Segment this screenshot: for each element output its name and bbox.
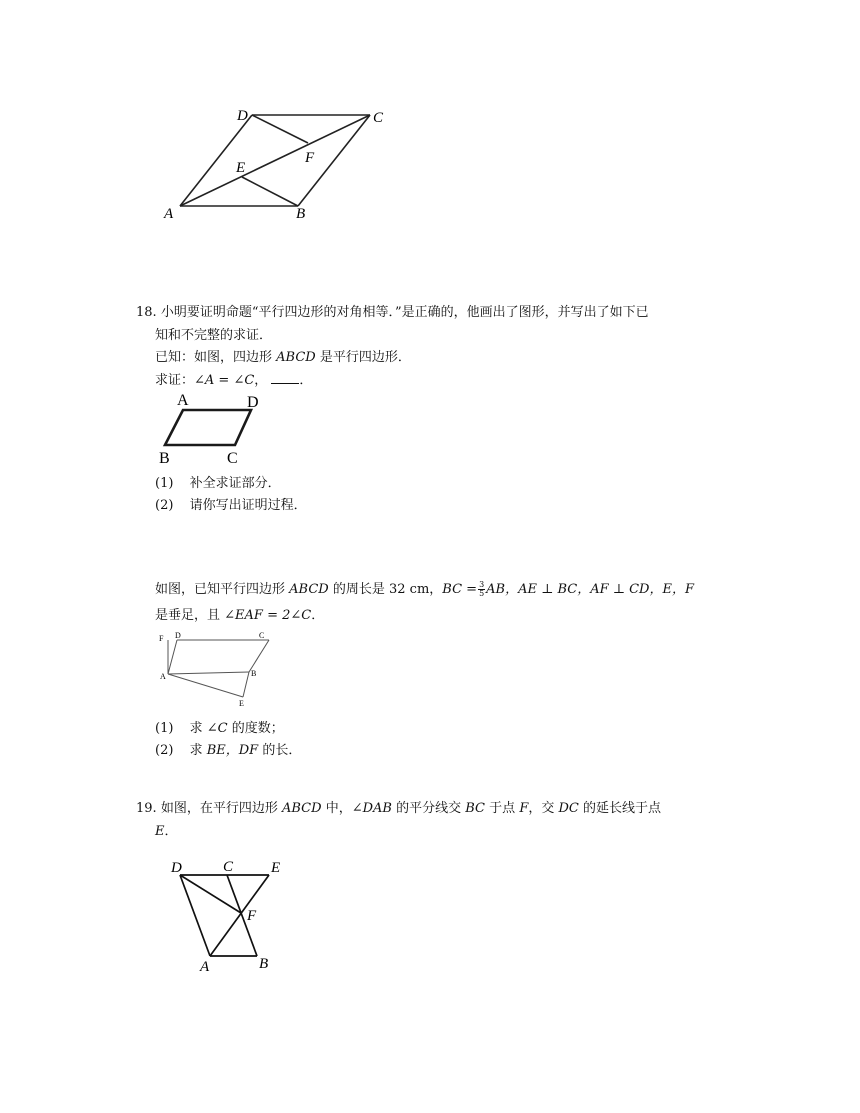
qmid-part-1-a: 求: [189, 721, 203, 736]
q19-text-d: 于点: [489, 801, 516, 816]
q18-given-math: ABCD: [276, 350, 316, 365]
q19-line-1: [136, 797, 661, 816]
fig3-label-b: B: [251, 669, 257, 678]
q19-text-c: 的平分线交: [396, 801, 462, 816]
fig4-label-c: C: [223, 859, 234, 875]
fig4-label-f: F: [247, 908, 257, 924]
figure-parallelogram-abcd: [155, 390, 275, 466]
fig3-label-e: E: [239, 699, 244, 708]
q18-prove-math: ∠A = ∠C: [194, 373, 255, 388]
q18-part-1-num: (1): [155, 476, 174, 491]
q19-math-5: DC: [558, 801, 579, 816]
fig4-label-e: E: [271, 860, 281, 876]
fig1-label-b: B: [296, 206, 306, 222]
q18-answer-blank[interactable]: [271, 371, 299, 384]
figure-parallelogram-perpendiculars: [155, 628, 275, 710]
fig2-label-c: C: [227, 450, 238, 466]
q19-number: 19.: [136, 801, 157, 816]
q19-math-4: F: [519, 801, 529, 816]
fig1-label-d: D: [237, 108, 248, 124]
fig3-label-d: D: [175, 631, 181, 640]
qmid-part-2-b: 的长．: [262, 743, 302, 758]
fig1-label-c: C: [373, 110, 384, 126]
q19-math-1: ABCD: [281, 801, 322, 816]
qmid-part-2-a: 求: [189, 743, 203, 758]
q18-part-2-text: 请你写出证明过程．: [189, 498, 307, 513]
fig3-label-a: A: [160, 672, 166, 681]
qmid-frac-num: 3: [479, 580, 485, 589]
q19-text-e: ，交: [528, 801, 555, 816]
qmid-line-2-end: ．: [311, 608, 325, 623]
q18-part-1: [155, 472, 281, 491]
q18-prove-sep: ，: [254, 373, 268, 388]
q19-text-b: 中，: [325, 801, 352, 816]
qmid-bc-eq: BC =: [442, 582, 478, 597]
q19-math-2: ∠DAB: [351, 801, 392, 816]
q18-part-1-text: 补全求证部分．: [189, 476, 281, 491]
qmid-text-2: 是垂足，且: [155, 608, 221, 623]
fig3-label-c: C: [259, 631, 265, 640]
q18-text-2: 知和不完整的求证．: [155, 328, 273, 343]
qmid-math-angle: ∠EAF = 2∠C: [224, 608, 312, 623]
q18-number: 18.: [136, 305, 157, 320]
qmid-part-2-math: BE，DF: [206, 743, 259, 758]
fig2-label-b: B: [159, 450, 170, 466]
qmid-line-2: [155, 604, 324, 623]
qmid-part-2-num: (2): [155, 743, 174, 758]
qmid-math-abcd: ABCD: [289, 582, 329, 597]
qmid-part-1-num: (1): [155, 721, 174, 736]
qmid-frac-den: 5: [479, 589, 485, 598]
q18-text-1: 小明要证明命题“平行四边形的对角相等．”是正确的，他画出了图形，并写出了如下已: [160, 305, 649, 320]
q18-prove-end: ．: [299, 373, 313, 388]
fig1-label-f: F: [305, 150, 315, 166]
figure-angle-bisector: [165, 852, 295, 977]
fig4-label-d: D: [171, 860, 182, 876]
q19-line-2: [155, 820, 178, 839]
fig2-label-d: D: [247, 394, 259, 411]
fig2-label-a: A: [177, 392, 189, 409]
qmid-fraction: [478, 581, 485, 598]
q19-text-a: 如图，在平行四边形: [160, 801, 278, 816]
fig1-label-a: A: [164, 206, 174, 222]
q18-prove-prefix: 求证：: [155, 373, 195, 388]
q18-part-2-num: (2): [155, 498, 174, 513]
qmid-part-1-math: ∠C: [206, 721, 228, 736]
q18-prove: [155, 369, 312, 388]
qmid-perimeter: 的周长是 32 cm，: [332, 582, 443, 597]
qmid-part-2: [155, 739, 301, 758]
fig4-label-a: A: [200, 959, 210, 975]
q18-given-prefix: 已知：如图，四边形: [155, 350, 273, 365]
q18-given: [155, 346, 411, 365]
q18-line-1: [136, 301, 649, 320]
q19-math-e: E: [155, 824, 165, 839]
fig4-label-b: B: [259, 956, 269, 972]
qmid-part-1-b: 的度数；: [231, 721, 284, 736]
qmid-text-1: 如图，已知平行四边形: [155, 582, 286, 597]
fig1-label-e: E: [236, 160, 246, 176]
q18-part-2: [155, 494, 307, 513]
qmid-part-1: [155, 717, 284, 736]
q19-line-2-end: ．: [164, 824, 178, 839]
q18-given-suffix: 是平行四边形．: [319, 350, 411, 365]
q19-math-3: BC: [465, 801, 486, 816]
figure-parallelogram-aefc: [160, 100, 400, 225]
q18-line-2: [155, 324, 272, 343]
q19-text-f: 的延长线于点: [583, 801, 662, 816]
fig3-label-f: F: [159, 634, 164, 643]
qmid-ab-after: AB，AE ⊥ BC，AF ⊥ CD，E，F: [486, 582, 694, 597]
qmid-line-1: [155, 578, 694, 598]
